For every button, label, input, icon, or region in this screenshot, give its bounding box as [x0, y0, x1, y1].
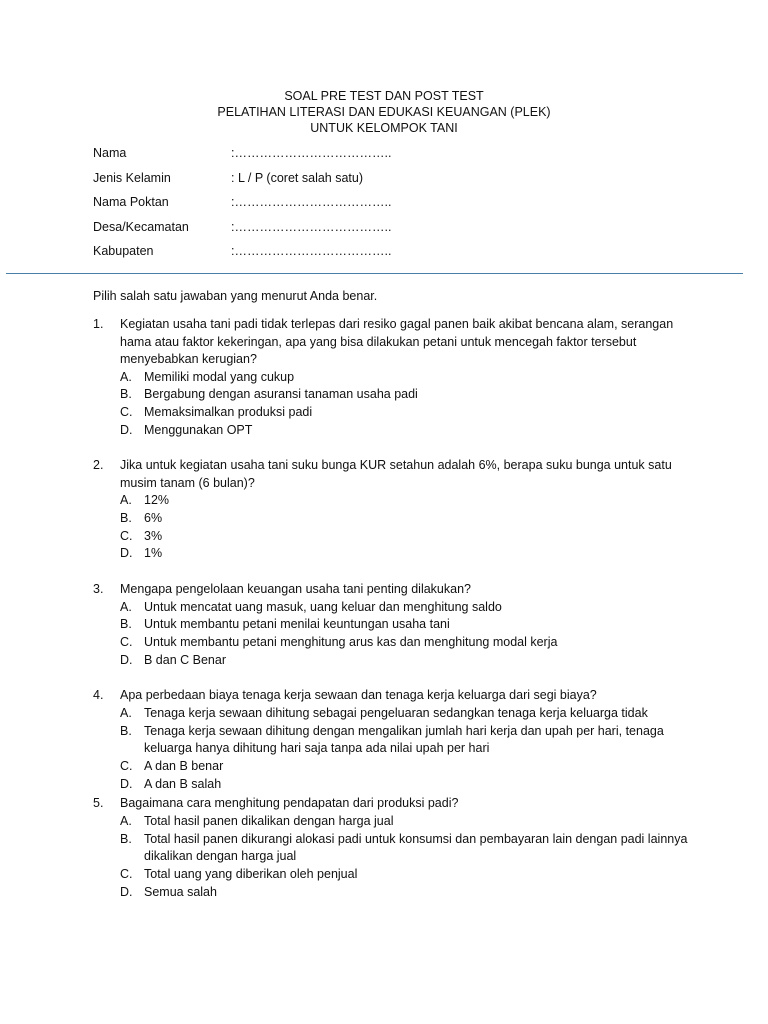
question-text: Jika untuk kegiatan usaha tani suku bunga KUR setahun adalah 6%, berapa suku bunga untuk satu musim tanam (6 bulan)?: [120, 458, 672, 490]
divider-line: [6, 273, 743, 274]
option-text: Semua salah: [144, 884, 217, 899]
option-letter: C.: [120, 635, 133, 650]
option-a: [120, 369, 693, 387]
title-line-3: UNTUK KELOMPOK TANI: [310, 121, 458, 135]
field-nama: [93, 146, 391, 171]
option-letter: A.: [120, 813, 132, 828]
option-c: [120, 866, 693, 884]
option-letter: B.: [120, 831, 132, 846]
field-label: Jenis Kelamin: [93, 170, 171, 185]
question-number: 3.: [93, 582, 104, 597]
option-letter: A.: [120, 369, 132, 384]
option-letter: C.: [120, 528, 133, 543]
question-text: Apa perbedaan biaya tenaga kerja sewaan dan tenaga kerja keluarga dari segi biaya?: [120, 688, 597, 703]
field-label: Desa/Kecamatan: [93, 219, 189, 234]
option-text: 12%: [144, 493, 170, 508]
title-line-1: SOAL PRE TEST DAN POST TEST: [284, 89, 484, 103]
option-letter: D.: [120, 884, 133, 899]
option-c: [120, 758, 693, 776]
question-number: 1.: [93, 317, 104, 331]
option-b: [120, 616, 693, 634]
option-b: [120, 723, 693, 758]
question-text: Bagaimana cara menghitung pendapatan dari produksi padi?: [120, 796, 459, 811]
option-text: Untuk membantu petani menghitung arus kas dan menghitung modal kerja: [144, 635, 558, 650]
option-c: [120, 634, 693, 652]
option-text: Memaksimalkan produksi padi: [144, 404, 313, 419]
option-text: Total hasil panen dikalikan dengan harga jual: [144, 813, 394, 828]
option-letter: B.: [120, 617, 132, 632]
option-a: [120, 492, 693, 510]
option-letter: C.: [120, 404, 133, 419]
option-text: Total hasil panen dikurangi alokasi padi untuk konsumsi dan pembayaran lain dengan padi lainnya dikalikan dengan harga jual: [144, 831, 688, 864]
option-letter: C.: [120, 867, 133, 882]
field-desa-kecamatan: [93, 220, 391, 245]
option-text: Menggunakan OPT: [144, 422, 253, 437]
option-letter: B.: [120, 387, 132, 402]
option-text: Bergabung dengan asuransi tanaman usaha padi: [144, 387, 418, 402]
option-letter: A.: [120, 705, 132, 720]
option-letter: D.: [120, 652, 133, 667]
option-text: Total uang yang diberikan oleh penjual: [144, 867, 358, 882]
option-b: [120, 831, 693, 866]
option-text: A dan B benar: [144, 759, 224, 774]
option-b: [120, 386, 693, 404]
question-4: [93, 687, 693, 793]
option-letter: C.: [120, 759, 133, 774]
field-kabupaten: [93, 244, 391, 269]
option-d: [120, 545, 693, 563]
option-letter: A.: [120, 493, 132, 508]
question-number: 2.: [93, 458, 104, 473]
option-text: Untuk mencatat uang masuk, uang keluar dan menghitung saldo: [144, 599, 502, 614]
option-a: [120, 599, 693, 617]
option-text: 6%: [144, 511, 163, 526]
title-line-2: PELATIHAN LITERASI DAN EDUKASI KEUANGAN (PLEK): [217, 105, 551, 119]
field-value: : L / P (coret salah satu): [231, 170, 364, 185]
option-text: Tenaga kerja sewaan dihitung sebagai pengeluaran sedangkan tenaga kerja keluarga tidak: [144, 705, 648, 720]
field-value: :………………………………..: [231, 244, 392, 258]
option-letter: D.: [120, 776, 133, 791]
question-list: [93, 316, 693, 919]
option-a: [120, 705, 693, 723]
field-value: :………………………………..: [231, 219, 392, 234]
field-value: :………………………………..: [231, 195, 392, 209]
question-5: [93, 795, 693, 901]
option-letter: D.: [120, 546, 133, 561]
option-text: 3%: [144, 528, 163, 543]
question-text: Kegiatan usaha tani padi tidak terlepas dari resiko gagal panen baik akibat bencana alam, serangan hama atau faktor kekeringan, apa yang bisa dilakukan petani untuk mencegah faktor tersebut menyebabkan kerugian?: [120, 317, 674, 366]
instruction-text: Pilih salah satu jawaban yang menurut Anda benar.: [93, 289, 378, 303]
option-c: [120, 404, 693, 422]
option-c: [120, 528, 693, 546]
field-label: Nama Poktan: [93, 195, 169, 209]
option-d: [120, 884, 693, 902]
field-nama-poktan: [93, 195, 391, 220]
option-text: 1%: [144, 546, 163, 561]
option-d: [120, 422, 693, 440]
field-label: Kabupaten: [93, 244, 154, 258]
option-d: [120, 776, 693, 794]
option-letter: B.: [120, 511, 132, 526]
question-2: [93, 457, 693, 563]
option-a: [120, 813, 693, 831]
option-text: Tenaga kerja sewaan dihitung dengan mengalikan jumlah hari kerja dan upah per hari, tenaga keluarga hanya dihitung hari saja tanpa ada nilai upah per hari: [144, 723, 664, 756]
field-label: Nama: [93, 146, 127, 160]
identity-fields: [93, 146, 391, 269]
document-title: [0, 88, 768, 136]
question-number: 5.: [93, 796, 104, 811]
question-1: [93, 316, 693, 439]
question-text: Mengapa pengelolaan keuangan usaha tani penting dilakukan?: [120, 582, 471, 597]
question-number: 4.: [93, 688, 104, 703]
option-text: Untuk membantu petani menilai keuntungan usaha tani: [144, 617, 450, 632]
option-letter: D.: [120, 422, 133, 437]
option-b: [120, 510, 693, 528]
option-letter: B.: [120, 723, 132, 738]
option-letter: A.: [120, 599, 132, 614]
field-value: :………………………………..: [231, 146, 392, 160]
field-jenis-kelamin: [93, 171, 391, 196]
option-text: B dan C Benar: [144, 652, 226, 667]
option-text: Memiliki modal yang cukup: [144, 369, 295, 384]
question-3: [93, 581, 693, 669]
option-text: A dan B salah: [144, 776, 222, 791]
option-d: [120, 652, 693, 670]
